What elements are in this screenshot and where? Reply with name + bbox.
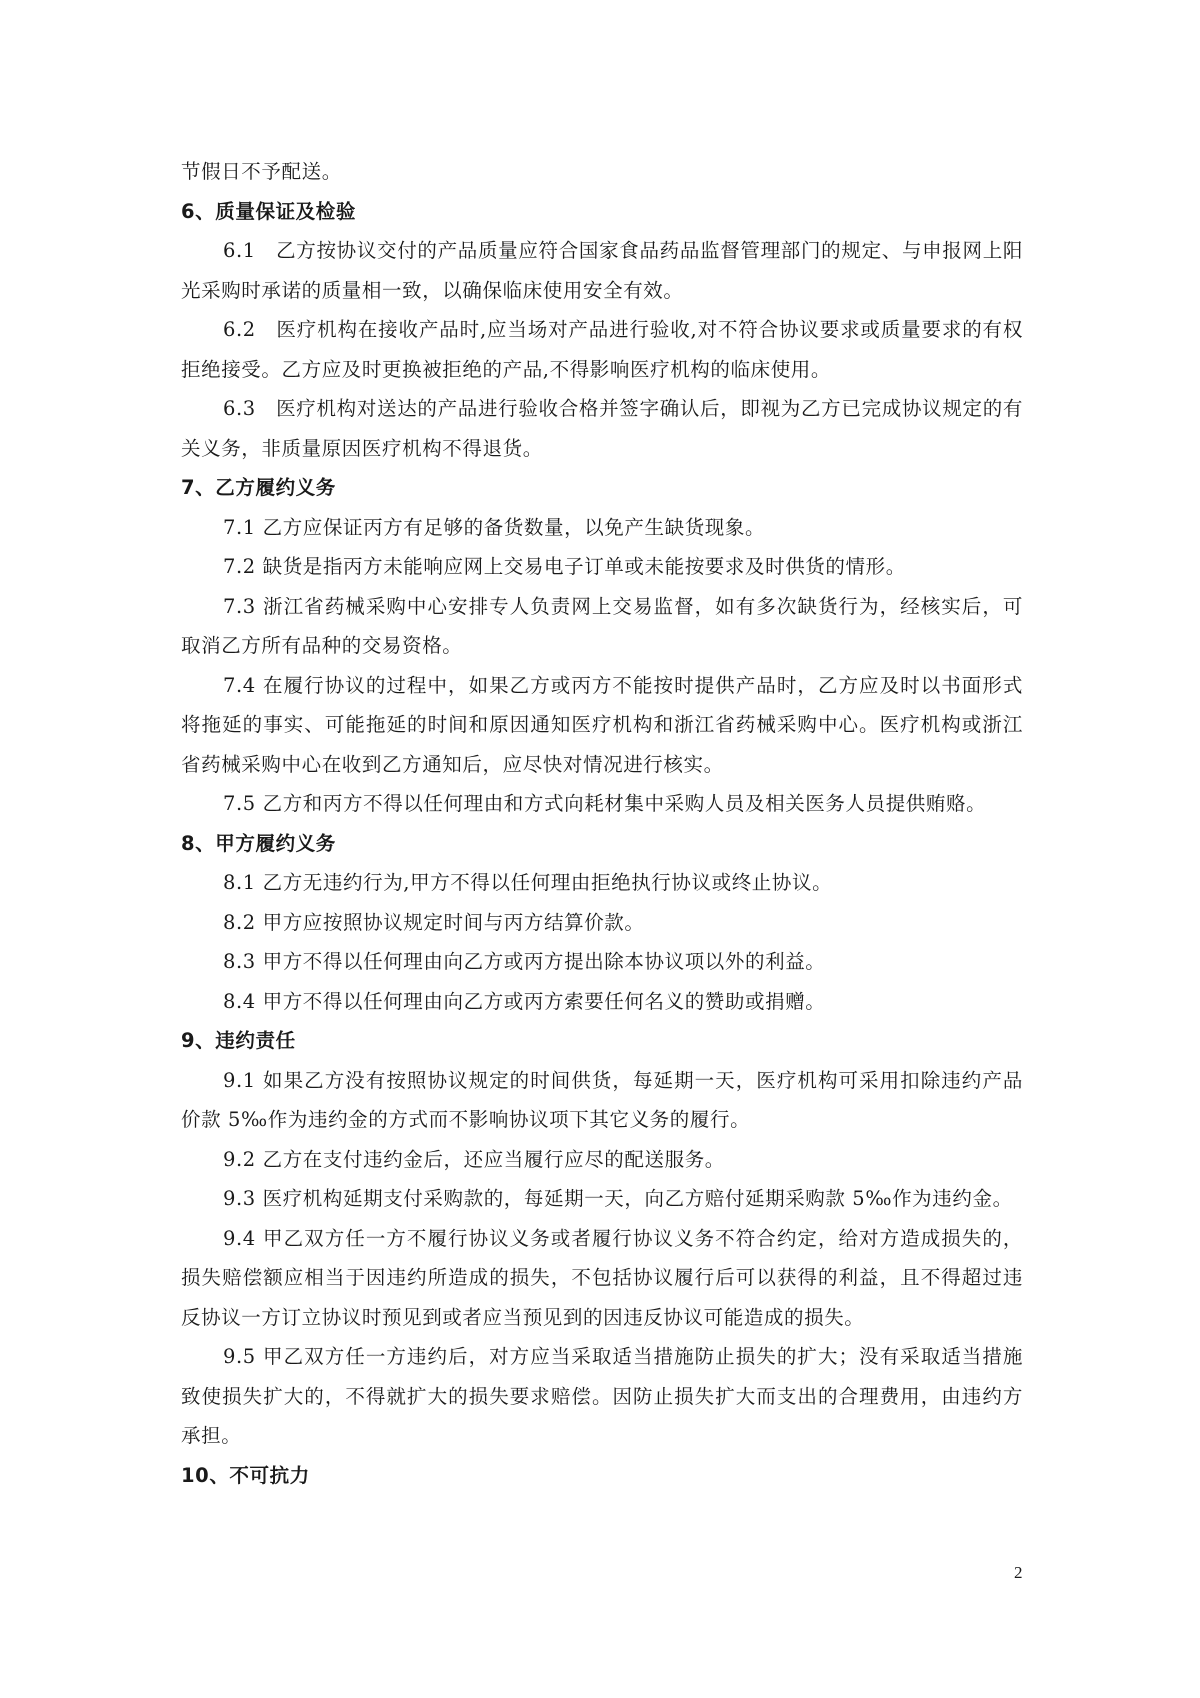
clause-paragraph: 8.1 乙方无违约行为,甲方不得以任何理由拒绝执行协议或终止协议。: [223, 871, 833, 894]
section-heading: 9、违约责任: [181, 1029, 296, 1052]
clause-paragraph: 8.3 甲方不得以任何理由向乙方或丙方提出除本协议项以外的利益。: [223, 950, 826, 973]
section-heading: 6、质量保证及检验: [181, 199, 356, 223]
clause-paragraph: 7.3 浙江省药械采购中心安排专人负责网上交易监督，如有多次缺货行为，经核实后，可取消乙方所有品种的交易资格。: [181, 594, 1023, 657]
clause-paragraph: 9.4 甲乙双方任一方不履行协议义务或者履行协议义务不符合约定，给对方造成损失的，损失赔偿额应相当于因违约所造成的损失，不包括协议履行后可以获得的利益，且不得超过违反协议一方订立协议时预见到或者应当预见到的因违反协议可能造成的损失。: [181, 1226, 1023, 1329]
section-heading: 7、乙方履约义务: [181, 476, 336, 499]
clause-paragraph: 6.3 医疗机构对送达的产品进行验收合格并签字确认后，即视为乙方已完成协议规定的有关义务，非质量原因医疗机构不得退货。: [181, 397, 1023, 460]
clause-paragraph: 6.1 乙方按协议交付的产品质量应符合国家食品药品监督管理部门的规定、与申报网上阳光采购时承诺的质量相一致，以确保临床使用安全有效。: [181, 239, 1023, 302]
document-body: [181, 152, 1023, 1495]
clause-paragraph: 9.3 医疗机构延期支付采购款的，每延期一天，向乙方赔付延期采购款 5‰作为违约金。: [223, 1187, 1013, 1210]
clause-paragraph: 6.2 医疗机构在接收产品时,应当场对产品进行验收,对不符合协议要求或质量要求的有权拒绝接受。乙方应及时更换被拒绝的产品,不得影响医疗机构的临床使用。: [181, 318, 1023, 381]
clause-paragraph: 9.2 乙方在支付违约金后，还应当履行应尽的配送服务。: [223, 1147, 725, 1171]
clause-paragraph: 9.5 甲乙双方任一方违约后，对方应当采取适当措施防止损失的扩大；没有采取适当措施致使损失扩大的，不得就扩大的损失要求赔偿。因防止损失扩大而支出的合理费用，由违约方承担。: [181, 1345, 1023, 1447]
section-heading: 8、甲方履约义务: [181, 831, 336, 855]
clause-paragraph: 9.1 如果乙方没有按照协议规定的时间供货，每延期一天，医疗机构可采用扣除违约产品价款 5‰作为违约金的方式而不影响协议项下其它义务的履行。: [181, 1068, 1023, 1131]
clause-paragraph: 8.2 甲方应按照协议规定时间与丙方结算价款。: [223, 910, 645, 934]
clause-paragraph: 7.1 乙方应保证丙方有足够的备货数量，以免产生缺货现象。: [223, 515, 766, 539]
paragraph-continuation: 节假日不予配送。: [181, 160, 342, 183]
clause-paragraph: 8.4 甲方不得以任何理由向乙方或丙方索要任何名义的赞助或捐赠。: [223, 989, 826, 1013]
clause-paragraph: 7.4 在履行协议的过程中，如果乙方或丙方不能按时提供产品时，乙方应及时以书面形式将拖延的事实、可能拖延的时间和原因通知医疗机构和浙江省药械采购中心。医疗机构或浙江省药械采购中心在收到乙方通知后，应尽快对情况进行核实。: [181, 673, 1023, 776]
page-number: 2: [1014, 1563, 1023, 1582]
clause-paragraph: 7.2 缺货是指丙方未能响应网上交易电子订单或未能按要求及时供货的情形。: [223, 555, 906, 578]
clause-paragraph: 7.5 乙方和丙方不得以任何理由和方式向耗材集中采购人员及相关医务人员提供贿赂。: [223, 792, 987, 815]
section-heading: 10、不可抗力: [181, 1463, 310, 1487]
